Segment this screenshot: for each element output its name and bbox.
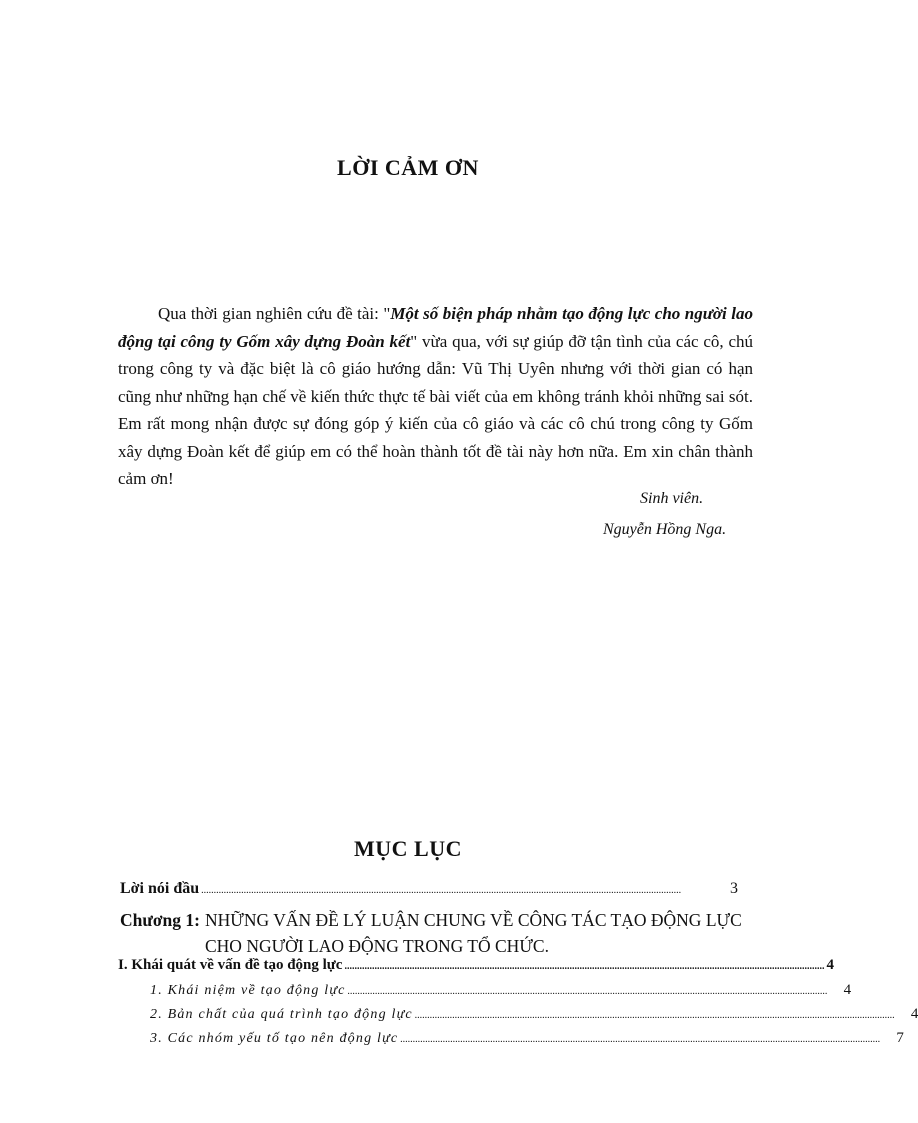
thanks-title: LỜI CẢM ƠN [337,155,479,180]
toc-entry-section-1[interactable] [118,957,834,974]
toc-leader: ................................................................................................................................................................................................ [414,1010,895,1021]
toc-entry-page: 7 [896,1030,904,1046]
toc-title: MỤC LỤC [354,836,462,861]
toc-entry-label: Lời nói đầu [120,880,200,897]
toc-leader: ................................................................................................................................................................................................ [344,961,825,972]
toc-entry-label: 2. Bản chất của quá trình tạo động lực [150,1007,413,1022]
toc-entry-preface[interactable] [120,880,738,898]
toc-entry-page: 4 [826,957,834,973]
signature-name: Nguyễn Hồng Nga. [603,521,727,538]
toc-entry-page: 3 [730,880,738,897]
toc-entry-subsection[interactable] [150,1030,904,1047]
toc-leader: ................................................................................................................................................................................................ [400,1034,881,1045]
paragraph-intro: Qua thời gian nghiên cứu đề tài: " [158,304,391,323]
chapter-label: Chương 1: [120,910,200,930]
toc-entry-subsection[interactable] [150,982,852,999]
paragraph-body: " vừa qua, với sự giúp đỡ tận tình của các cô, chú trong công ty và đặc biệt là cô giáo hướng dẫn: Vũ Thị Uyên nhưng với thời gian có hạn cũng như những hạn chế về kiến thức thực tế bài viết của em không tránh khỏi những sai sót. Em rất mong nhận được sự đóng góp ý kiến của cô giáo và các cô chú trong công ty Gốm xây dựng Đoàn kết để giúp em có thể hoàn thành tốt đề tài này hơn nữa. Em xin chân thành cảm ơn! [118,331,753,488]
thesis-topic: Một số biện pháp nhằm tạo động lực cho người lao động tại công ty Gốm xây dựng Đoàn kết [118,304,753,351]
toc-entry-page: 4 [910,1006,918,1022]
toc-leader: ................................................................................................................................................................................................ [347,986,828,997]
toc-entry-label: 1. Khái niệm về tạo động lực [150,983,346,998]
toc-leader: ................................................................................................................................................................................................ [201,885,682,896]
signature-role: Sinh viên. [640,490,704,507]
chapter-title: NHỮNG VẤN ĐỀ LÝ LUẬN CHUNG VỀ CÔNG TÁC TẠO ĐỘNG LỰC CHO NGƯỜI LAO ĐỘNG TRONG TỔ CHỨC. [205,910,742,956]
toc-entry-label: I. Khái quát về vấn đề tạo động lực [118,957,343,973]
thanks-paragraph [118,300,753,493]
toc-entry-page: 4 [843,982,852,998]
toc-entry-subsection[interactable] [150,1006,918,1023]
toc-entry-label: 3. Các nhóm yếu tố tạo nên động lực [150,1031,399,1046]
